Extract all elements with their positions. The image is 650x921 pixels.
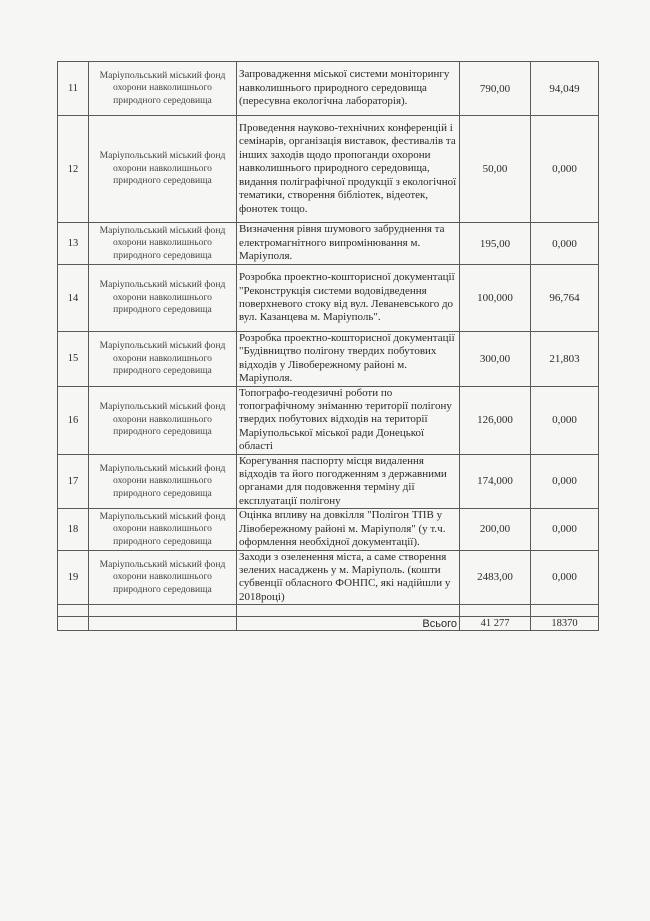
actual-amount: 0,000 (531, 386, 599, 454)
actual-amount: 0,000 (531, 223, 599, 265)
actual-amount: 0,000 (531, 116, 599, 223)
total-planned: 41 277 (460, 617, 531, 631)
actual-amount: 21,803 (531, 332, 599, 387)
row-number: 12 (58, 116, 89, 223)
planned-amount: 2483,00 (460, 550, 531, 605)
planned-amount: 195,00 (460, 223, 531, 265)
planned-amount: 50,00 (460, 116, 531, 223)
planned-amount: 100,000 (460, 265, 531, 332)
empty-cell (89, 617, 237, 631)
actual-amount: 94,049 (531, 62, 599, 116)
organization: Маріупольський міський фонд охорони навколишнього природного середовища (89, 332, 237, 387)
table-row (58, 332, 599, 387)
total-label: Всього (237, 617, 460, 631)
table-row (58, 116, 599, 223)
row-number: 16 (58, 386, 89, 454)
table-row (58, 386, 599, 454)
row-number: 13 (58, 223, 89, 265)
row-number: 15 (58, 332, 89, 387)
empty-cell (58, 617, 89, 631)
total-actual: 18370 (531, 617, 599, 631)
empty-cell (531, 605, 599, 617)
organization: Маріупольський міський фонд охорони навколишнього природного середовища (89, 223, 237, 265)
actual-amount: 0,000 (531, 509, 599, 550)
table-row (58, 265, 599, 332)
measure-description: Запровадження міської системи моніторингу навколишнього природного середовища (пересувна екологічна лабораторія). (237, 62, 460, 116)
table-row (58, 454, 599, 509)
total-row (58, 617, 599, 631)
measure-description: Проведення науково-технічних конференцій і семінарів, організація виставок, фестивалів та інших заходів щодо пропоганди охорони навколишнього природного середовища, видання поліграфічної продукції з екологічної тематики, створення бібліотек, відеотек, фонотек тощо. (237, 116, 460, 223)
row-number: 14 (58, 265, 89, 332)
table-row (58, 223, 599, 265)
table-row (58, 550, 599, 605)
organization: Маріупольський міський фонд охорони навколишнього природного середовища (89, 265, 237, 332)
measure-description: Оцінка впливу на довкілля "Полігон ТПВ у Лівобережному районі м. Маріуполя" (у т.ч. оформлення необхідної документації). (237, 509, 460, 550)
actual-amount: 96,764 (531, 265, 599, 332)
measure-description: Заходи з озеленення міста, а саме створення зелених насаджень у м. Маріуполь. (кошти субвенції обласного ФОНПС, які надійшли у 2018році) (237, 550, 460, 605)
organization: Маріупольський міський фонд охорони навколишнього природного середовища (89, 386, 237, 454)
empty-cell (237, 605, 460, 617)
planned-amount: 790,00 (460, 62, 531, 116)
planned-amount: 200,00 (460, 509, 531, 550)
empty-cell (89, 605, 237, 617)
row-number: 11 (58, 62, 89, 116)
budget-table (57, 61, 599, 631)
planned-amount: 174,000 (460, 454, 531, 509)
organization: Маріупольський міський фонд охорони навколишнього природного середовища (89, 62, 237, 116)
organization: Маріупольський міський фонд охорони навколишнього природного середовища (89, 509, 237, 550)
actual-amount: 0,000 (531, 550, 599, 605)
row-number: 19 (58, 550, 89, 605)
measure-description: Топографо-геодезичні роботи по топографічному зніманню території полігону твердих побутових відходів на території Маріупольської міської ради Донецької області (237, 386, 460, 454)
table-row (58, 509, 599, 550)
measure-description: Корегування паспорту місця видалення відходів та його погодженням з державними органами для подовження терміну дії експлуатації полігону (237, 454, 460, 509)
table-row (58, 62, 599, 116)
organization: Маріупольський міський фонд охорони навколишнього природного середовища (89, 454, 237, 509)
empty-row (58, 605, 599, 617)
planned-amount: 300,00 (460, 332, 531, 387)
empty-cell (460, 605, 531, 617)
row-number: 17 (58, 454, 89, 509)
empty-cell (58, 605, 89, 617)
organization: Маріупольський міський фонд охорони навколишнього природного середовища (89, 550, 237, 605)
measure-description: Визначення рівня шумового забруднення та електромагнітного випромінювання м. Маріуполя. (237, 223, 460, 265)
planned-amount: 126,000 (460, 386, 531, 454)
measure-description: Розробка проектно-кошторисної документації "Будівництво полігону твердих побутових відходів у Лівобережному районі м. Маріуполя. (237, 332, 460, 387)
row-number: 18 (58, 509, 89, 550)
organization: Маріупольський міський фонд охорони навколишнього природного середовища (89, 116, 237, 223)
actual-amount: 0,000 (531, 454, 599, 509)
measure-description: Розробка проектно-кошторисної документації "Реконструкція системи водовідведення поверхневого стоку від вул. Леваневського до вул. Казанцева м. Маріуполь". (237, 265, 460, 332)
